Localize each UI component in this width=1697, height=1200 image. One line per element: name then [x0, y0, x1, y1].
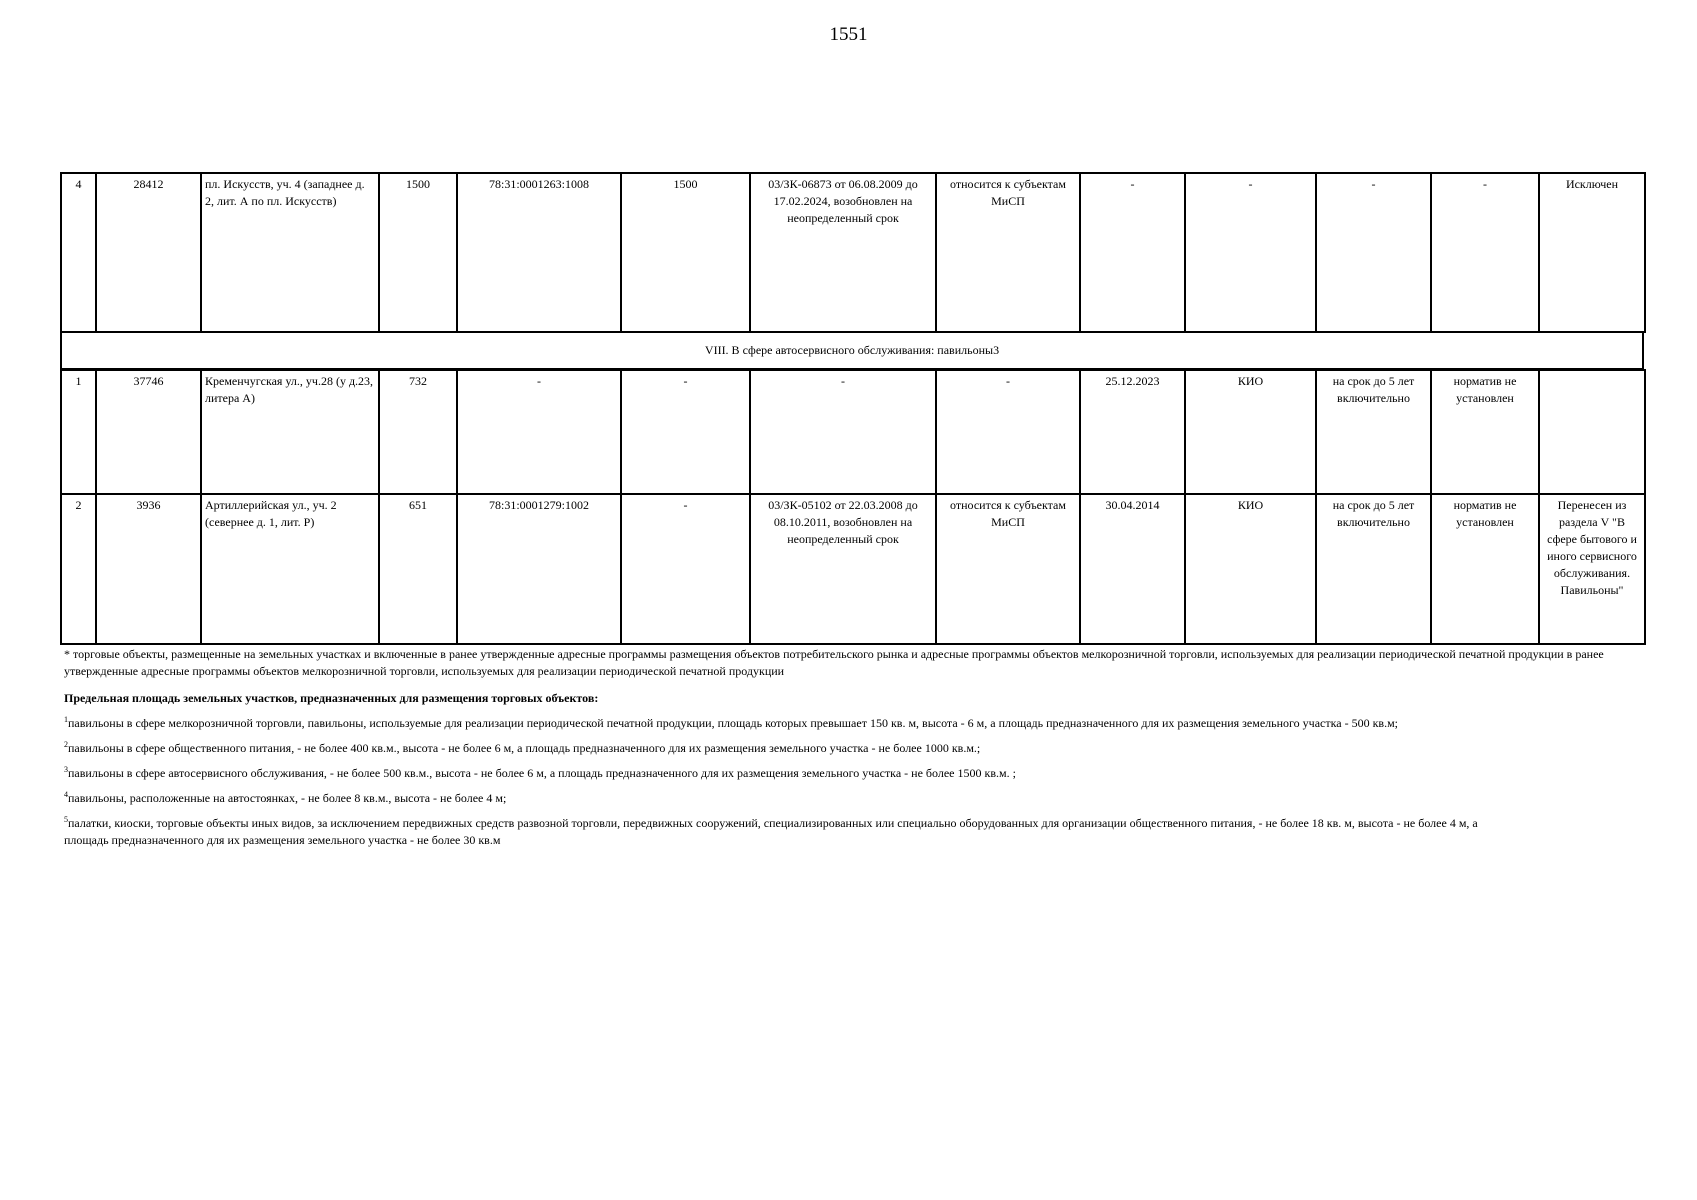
section-title: VIII. В сфере автосервисного обслуживания: павильоны3: [61, 332, 1643, 369]
lease-contract: -: [750, 370, 936, 494]
footnote-star: * торговые объекты, размещенные на земельных участках и включенные в ранее утвержденные адресные программы размещения объектов потребительского рынка и адресные программы объектов мелкорозничной торговли, используемых для реализации периодической печатной продукции в ранее утвержденные адресные программы объектов мелкорозничной торговли, используемых для реализации периодической печатной продукции: [64, 647, 1604, 678]
note: [1539, 370, 1645, 494]
footnote-marker: 2: [64, 740, 68, 749]
lease-contract: 03/ЗК-06873 от 06.08.2009 до 17.02.2024, возобновлен на неопределенный срок: [750, 173, 936, 332]
limit-item: [64, 815, 1514, 849]
land-area: -: [621, 370, 750, 494]
norm: норматив не установлен: [1431, 494, 1539, 644]
land-area: -: [621, 494, 750, 644]
norm: -: [1431, 173, 1539, 332]
area: 732: [379, 370, 457, 494]
limit-item: [64, 715, 1644, 732]
notes-block: [64, 646, 1644, 857]
msp-status: -: [936, 370, 1080, 494]
organization: -: [1185, 173, 1316, 332]
date: 30.04.2014: [1080, 494, 1185, 644]
footnote-marker: 5: [64, 815, 68, 824]
table-row: [61, 494, 1645, 644]
table-row: [61, 173, 1645, 332]
footnote-marker: 1: [64, 715, 68, 724]
land-area: 1500: [621, 173, 750, 332]
row-number: 1: [61, 370, 96, 494]
term: -: [1316, 173, 1431, 332]
row-number: 2: [61, 494, 96, 644]
row-number: 4: [61, 173, 96, 332]
term: на срок до 5 лет включительно: [1316, 370, 1431, 494]
section-header-table: [60, 331, 1644, 370]
limit-text: павильоны в сфере мелкорозничной торговли, павильоны, используемые для реализации периодической печатной продукции, площадь которых превышает 150 кв. м, высота - 6 м, а площадь предназначенного для их размещения земельного участка - 500 кв.м;: [68, 716, 1398, 730]
footnote-marker: 4: [64, 790, 68, 799]
limit-item: [64, 765, 1644, 782]
area: 651: [379, 494, 457, 644]
object-id: 3936: [96, 494, 201, 644]
limit-item: [64, 790, 1644, 807]
organization: КИО: [1185, 494, 1316, 644]
object-id: 37746: [96, 370, 201, 494]
date: -: [1080, 173, 1185, 332]
norm: норматив не установлен: [1431, 370, 1539, 494]
register-table-bottom: [60, 369, 1646, 645]
object-id: 28412: [96, 173, 201, 332]
limit-text: павильоны в сфере автосервисного обслуживания, - не более 500 кв.м., высота - не более 6 м, а площадь предназначенного для их размещения земельного участка - не более 1500 кв.м. ;: [68, 766, 1016, 780]
register-table-top: [60, 172, 1646, 333]
term: на срок до 5 лет включительно: [1316, 494, 1431, 644]
page-number: 1551: [829, 24, 868, 45]
note: Исключен: [1539, 173, 1645, 332]
cadastral-number: 78:31:0001263:1008: [457, 173, 621, 332]
limits-title: Предельная площадь земельных участков, предназначенных для размещения торговых объектов:: [64, 691, 599, 705]
date: 25.12.2023: [1080, 370, 1185, 494]
address: пл. Искусств, уч. 4 (западнее д. 2, лит. А по пл. Искусств): [201, 173, 379, 332]
limit-text: павильоны, расположенные на автостоянках, - не более 8 кв.м., высота - не более 4 м;: [68, 791, 507, 805]
area: 1500: [379, 173, 457, 332]
note: Перенесен из раздела V "В сфере бытового и иного сервисного обслуживания. Павильоны": [1539, 494, 1645, 644]
limit-text: палатки, киоски, торговые объекты иных видов, за исключением передвижных средств развозной торговли, передвижных сооружений, специализированных или специально оборудованных для организации общественного питания, - не более 18 кв. м, высота - не более 4 м, а площадь предназначенного для их размещения земельного участка - не более 30 кв.м: [64, 816, 1478, 847]
footnote-marker: 3: [64, 765, 68, 774]
cadastral-number: 78:31:0001279:1002: [457, 494, 621, 644]
cadastral-number: -: [457, 370, 621, 494]
limit-text: павильоны в сфере общественного питания, - не более 400 кв.м., высота - не более 6 м, а площадь предназначенного для их размещения земельного участка - не более 1000 кв.м.;: [68, 741, 981, 755]
address: Кременчугская ул., уч.28 (у д.23, литера А): [201, 370, 379, 494]
msp-status: относится к субъектам МиСП: [936, 173, 1080, 332]
address: Артиллерийская ул., уч. 2 (севернее д. 1, лит. Р): [201, 494, 379, 644]
lease-contract: 03/ЗК-05102 от 22.03.2008 до 08.10.2011, возобновлен на неопределенный срок: [750, 494, 936, 644]
limit-item: [64, 740, 1644, 757]
msp-status: относится к субъектам МиСП: [936, 494, 1080, 644]
table-row: [61, 370, 1645, 494]
organization: КИО: [1185, 370, 1316, 494]
